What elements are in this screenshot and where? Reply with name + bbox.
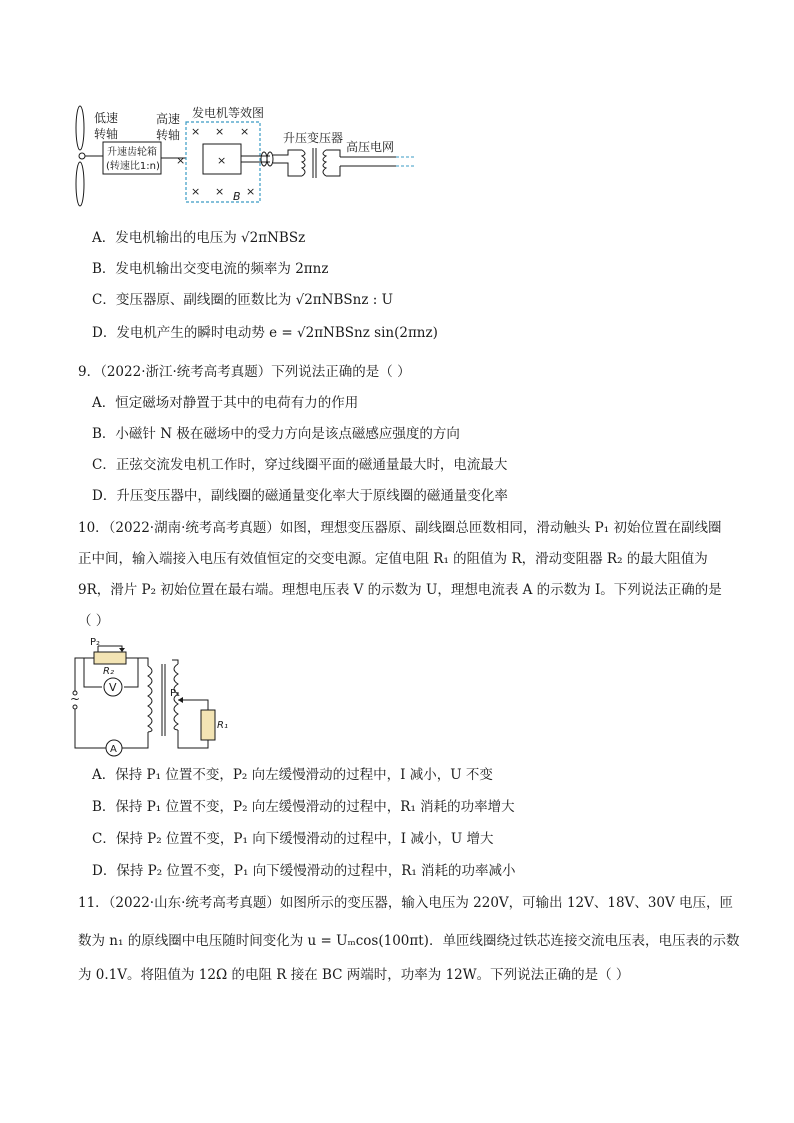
q10-stem-line-1: 10．（2022·湖南·统考高考真题）如图，理想变压器原、副线圈总匝数相同，滑动触头 P₁ 初始位置在副线圈	[78, 520, 722, 536]
p2-label: P₂	[90, 637, 101, 648]
q10-option-a: A．保持 P₁ 位置不变，P₂ 向左缓慢滑动的过程中，I 减小，U 不变	[92, 767, 493, 783]
ac-source-label: ~	[70, 692, 81, 706]
q11-stem-line-1: 11．（2022·山东·统考高考真题）如图所示的变压器，输入电压为 220V，可输出 12V、18V、30V 电压，匝	[78, 895, 734, 911]
svg-text:×: ×	[191, 185, 201, 198]
svg-text:×: ×	[246, 185, 256, 198]
q10-option-c: C．保持 P₂ 位置不变，P₁ 向下缓慢滑动的过程中，I 减小，U 增大	[92, 831, 494, 847]
q8-option-d: D．发电机产生的瞬时电动势 e = √2πNBSnz sin(2πnz)	[92, 325, 438, 341]
svg-text:×: ×	[217, 154, 227, 167]
q10-stem-line-2: 正中间，输入端接入电压有效值恒定的交变电源。定值电阻 R₁ 的阻值为 R，滑动变阻器 R₂ 的最大阻值为	[78, 551, 708, 567]
q8-option-c: C．变压器原、副线圈的匝数比为 √2πNBSnz : U	[92, 292, 393, 308]
transformer-circuit-figure	[66, 636, 226, 756]
transformer-label: 升压变压器	[283, 131, 344, 145]
gearbox-label: 升速齿轮箱	[107, 147, 157, 158]
field-label-b: B	[233, 190, 241, 203]
r2-rheostat	[94, 652, 126, 664]
gearbox-ratio-label: (转速比1:n)	[106, 161, 160, 172]
q11-stem-line-2: 数为 n₁ 的原线圈中电压随时间变化为 u = Uₘcos(100πt)．单匝线圈绕过铁芯连接交流电压表，电压表的示数	[78, 933, 740, 949]
low-speed-label: 低速	[94, 111, 119, 125]
transformer-icon	[302, 148, 326, 178]
svg-text:×: ×	[191, 125, 201, 138]
wind-generator-figure	[70, 100, 430, 215]
svg-text:×: ×	[176, 154, 186, 167]
p1-label: P₁	[170, 688, 181, 699]
shaft-label-1: 转轴	[94, 127, 119, 141]
q9-stem: 9．（2022·浙江·统考高考真题）下列说法正确的是（ ）	[78, 364, 411, 380]
q10-option-b: B．保持 P₁ 位置不变，P₂ 向左缓慢滑动的过程中，R₁ 消耗的功率增大	[92, 799, 515, 815]
r2-label: R₂	[103, 666, 114, 677]
q10-option-d: D．保持 P₂ 位置不变，P₁ 向下缓慢滑动的过程中，R₁ 消耗的功率减小	[92, 863, 516, 879]
ammeter-label: A	[110, 744, 117, 755]
r1-label: R₁	[217, 720, 228, 731]
q9-option-d: D．升压变压器中，副线圈的磁通量变化率大于原线圈的磁通量变化率	[92, 488, 508, 504]
q9-option-a: A．恒定磁场对静置于其中的电荷有力的作用	[92, 395, 359, 411]
high-speed-label: 高速	[156, 112, 181, 126]
q11-stem-line-3: 为 0.1V。将阻值为 12Ω 的电阻 R 接在 BC 两端时，功率为 12W。下列说法正确的是（ ）	[78, 967, 630, 983]
voltmeter-label: V	[109, 681, 117, 694]
svg-text:×: ×	[215, 125, 225, 138]
slip-ring-icon	[261, 152, 267, 166]
svg-text:×: ×	[215, 185, 225, 198]
q9-option-c: C．正弦交流发电机工作时，穿过线圈平面的磁通量最大时，电流最大	[92, 457, 508, 473]
r1-resistor	[201, 710, 215, 740]
q8-option-a: A．发电机输出的电压为 √2πNBSz	[92, 230, 306, 246]
svg-text:×: ×	[240, 125, 250, 138]
shaft-label-2: 转轴	[156, 128, 181, 142]
q10-stem-line-3: 9R，滑片 P₂ 初始位置在最右端。理想电压表 V 的示数为 U，理想电流表 A 的示数为 I。下列说法正确的是	[78, 582, 722, 598]
q10-stem-line-4: （ ）	[78, 613, 110, 629]
grid-label: 高压电网	[346, 140, 395, 154]
q8-option-b: B．发电机输出交变电流的频率为 2πnz	[92, 261, 329, 277]
q9-option-b: B．小磁针 N 极在磁场中的受力方向是该点磁感应强度的方向	[92, 426, 460, 442]
turbine-blades-icon	[76, 106, 85, 206]
generator-title: 发电机等效图	[192, 106, 265, 120]
